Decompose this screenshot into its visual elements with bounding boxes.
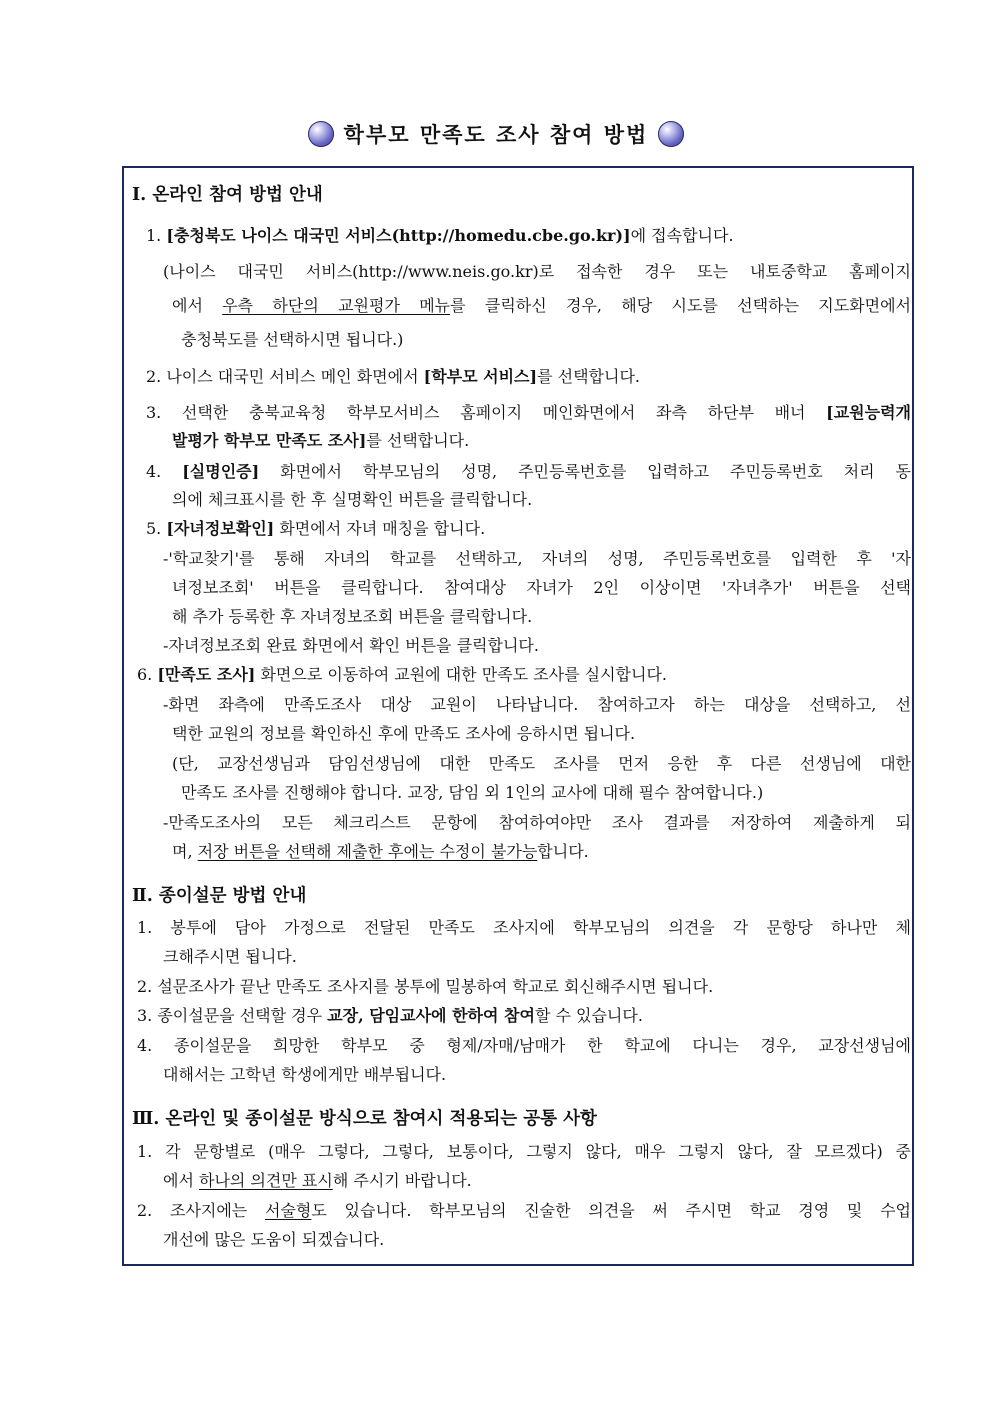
s1-line-21: 며, 저장 버튼을 선택해 제출한 후에는 수정이 불가능합니다. xyxy=(172,842,589,861)
s1-line-9: 의에 체크표시를 한 후 실명확인 버튼을 클릭합니다. xyxy=(172,490,533,509)
s1-line-13: 해 추가 등록한 후 자녀정보조회 버튼을 클릭합니다. xyxy=(172,607,533,626)
s2-line-3: 2. 설문조사가 끝난 만족도 조사지를 봉투에 밀봉하여 학교로 회신해주시면 됩니다. xyxy=(137,977,714,996)
s1-line-3: 에서 우측 하단의 교원평가 메뉴를 클릭하신 경우, 해당 시도를 선택하는 지도화면에서 xyxy=(172,296,912,315)
s1-line-10: 5. [자녀정보확인] 화면에서 자녀 매칭을 합니다. xyxy=(146,519,486,538)
s2-line-1: 1. 봉투에 담아 가정으로 전달된 만족도 조사지에 학부모님의 의견을 각 문항당 하나만 체 xyxy=(137,918,911,937)
s1-line-12: 녀정보조회' 버튼을 클릭합니다. 참여대상 자녀가 2인 이상이면 '자녀추가' 버튼을 선택 xyxy=(172,578,911,597)
s1-line-6: 3. 선택한 충북교육청 학부모서비스 홈페이지 메인화면에서 좌측 하단부 배너 [교원능력개 xyxy=(146,403,911,422)
s1-line-7: 발평가 학부모 만족도 조사]를 선택합니다. xyxy=(172,431,470,450)
s1-line-18: (단, 교장선생님과 담임선생님에 대한 만족도 조사를 먼저 응한 후 다른 선생님에 대한 xyxy=(172,754,911,773)
s1-line-4: 충청북도를 선택하시면 됩니다.) xyxy=(181,330,404,349)
s1-line-11: -'학교찾기'를 통해 자녀의 학교를 선택하고, 자녀의 성명, 주민등록번호를 입력한 후 '자 xyxy=(163,549,911,568)
s3-line-2: 에서 하나의 의견만 표시해 주시기 바랍니다. xyxy=(163,1171,472,1190)
s1-line-8: 4. [실명인증] 화면에서 학부모님의 성명, 주민등록번호를 입력하고 주민등록번호 처리 동 xyxy=(146,462,911,481)
s3-line-1: 1. 각 문항별로 (매우 그렇다, 그렇다, 보통이다, 그렇지 않다, 매우 그렇지 않다, 잘 모르겠다) 중 xyxy=(137,1142,911,1161)
s1-line-20: -만족도조사의 모든 체크리스트 문항에 참여하여야만 조사 결과를 저장하여 제출하게 되 xyxy=(163,813,911,832)
s1-line-19: 만족도 조사를 진행해야 합니다. 교장, 담임 외 1인의 교사에 대해 필수 참여합니다.) xyxy=(181,783,764,802)
s2-line-5: 4. 종이설문을 희망한 학부모 중 형제/자매/남매가 한 학교에 다니는 경우, 교장선생님에 xyxy=(137,1036,911,1055)
s1-line-2: (나이스 대국민 서비스(http://www.neis.go.kr)로 접속한 경우 또는 내토중학교 홈페이지 xyxy=(163,262,911,281)
section-2-heading: Ⅱ. 종이설문 방법 안내 xyxy=(132,886,307,906)
s2-line-6: 대해서는 고학년 학생에게만 배부됩니다. xyxy=(163,1065,447,1084)
s1-line-1: 1. [충청북도 나이스 대국민 서비스(http://homedu.cbe.go.kr)]에 접속합니다. xyxy=(146,226,734,245)
s2-line-4: 3. 종이설문을 선택할 경우 교장, 담임교사에 한하여 참여할 수 있습니다. xyxy=(137,1006,643,1025)
s3-line-4: 개선에 많은 도움이 되겠습니다. xyxy=(163,1230,385,1249)
s1-line-17: 택한 교원의 정보를 확인하신 후에 만족도 조사에 응하시면 됩니다. xyxy=(172,724,636,743)
sphere-bullet-icon xyxy=(308,121,334,147)
s1-line-5: 2. 나이스 대국민 서비스 메인 화면에서 [학부모 서비스]를 선택합니다. xyxy=(146,367,640,386)
s2-line-2: 크해주시면 됩니다. xyxy=(163,947,297,966)
s1-line-15: 6. [만족도 조사] 화면으로 이동하여 교원에 대한 만족도 조사를 실시합니다. xyxy=(137,665,667,684)
title-row xyxy=(0,116,992,152)
s1-line-14: -자녀정보조회 완료 화면에서 확인 버튼을 클릭합니다. xyxy=(163,636,539,655)
section-1-heading: Ⅰ. 온라인 참여 방법 안내 xyxy=(132,185,323,205)
s1-line-16: -화면 좌측에 만족도조사 대상 교원이 나타납니다. 참여하고자 하는 대상을 선택하고, 선 xyxy=(163,695,911,714)
s3-line-3: 2. 조사지에는 서술형도 있습니다. 학부모님의 진술한 의견을 써 주시면 학교 경영 및 수업 xyxy=(137,1201,912,1220)
sphere-bullet-icon xyxy=(658,121,684,147)
section-3-heading: Ⅲ. 온라인 및 종이설문 방식으로 참여시 적용되는 공통 사항 xyxy=(132,1109,597,1129)
page-title: 학부모 만족도 조사 참여 방법 xyxy=(343,122,649,147)
